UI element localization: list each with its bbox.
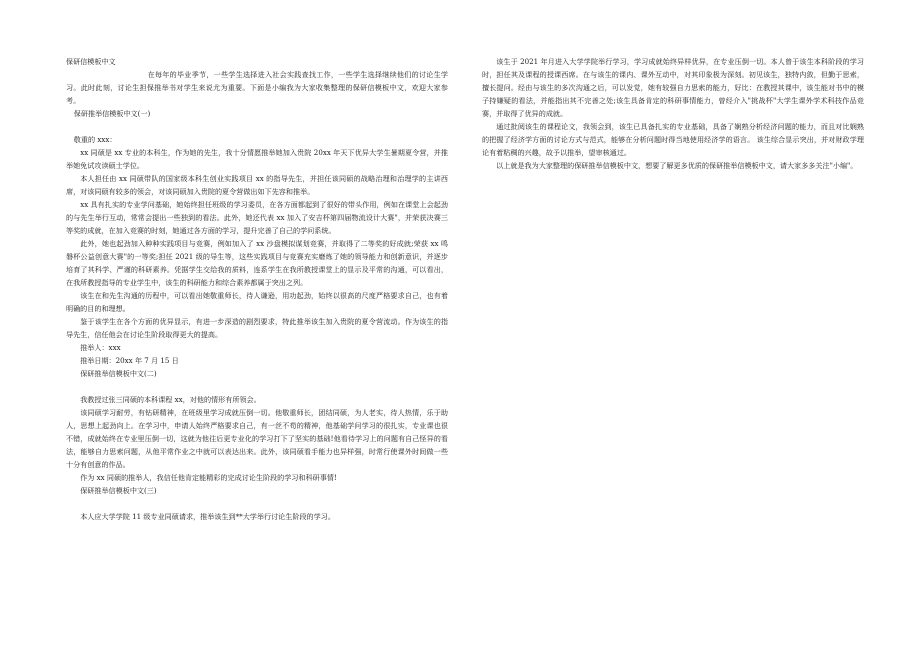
right-column bbox=[482, 55, 864, 172]
body-paragraph-12: 通过批阅该生的课程论文，我领会到，该生已具备扎实的专业基础，具备了娴熟分析经济问题的能力，而且对比娴熟的把握了经济学方面的讨论方式与范式，能够在分析问题时得当地使用经济学的语言。 该生综合显示突出，并对财政学理论有着粘稠的兴趣，故予以推举，望审核通过。 bbox=[482, 122, 864, 157]
body-paragraph-6: 鉴于该学生在各个方面的优异显示，有进一步深造的剧烈要求，特此推举该生加入贵院的夏令营流动。作为该生的指导先生，信任他会在讨论生阶段取得更大的提高。 bbox=[66, 317, 448, 339]
spacer bbox=[66, 120, 448, 133]
salutation: 敬重的 xxx： bbox=[73, 135, 117, 144]
recommender-line: 推举人：xxx bbox=[80, 343, 121, 352]
section-heading-3: 保研推举信模板中文(三) bbox=[80, 486, 157, 495]
body-paragraph-11: 该生于 2021 年月进入大学学院举行学习，学习成就始终异样优异，在专业压倒一切。本人曾于该生本科阶段的学习时，担任其及课程的授课西席。在与该生的课内、课外互动中，对其印象极为深刻。初见该生，独特内敛，但勤于思索，擅长提问。经由与该生的多次沟通之后，可以发觉，她有较强自力思索的能力，好比：在教授其课中，该生能对书中的模子持嫌疑的看法，并能指出其不完善之处;该生具备肯定的科研事情能力，曾经介入"挑战杯"大学生课外学术科技作品竞赛，并取得了优异的成就。 bbox=[482, 57, 864, 118]
body-paragraph-3: xx 具有扎实的专业学问基础，她始终担任班级的学习委员，在各方面都起到了很好的带头作用，例如在课堂上会起劲的与先生举行互动，常常会提出一些独到的看法。此外，她还代表 xx 加入了安吉杯第四届物流设计大赛"，并荣获决赛三等奖的成就，在加入竞赛的时刻，她通过各方面的学习，提升完善了自己的学问系统。 bbox=[66, 200, 448, 235]
body-paragraph-13: 以上就是我为大家整理的保研推举信模板中文，想要了解更多优质的保研推举信模板中文，请大家多多关注"小编"。 bbox=[496, 161, 858, 170]
spacer bbox=[66, 380, 448, 393]
intro-paragraph: 在每年的毕业季节，一些学生选择进入社会实践查找工作，一些学生选择继续他们的讨论生学习。此时此刻，讨论生担保推举书对学生来说尤为重要。下面是小编我为大家收集整理的保研信模板中文，欢迎大家参考。 bbox=[66, 70, 448, 105]
body-paragraph-5: 该生在和先生沟通的历程中，可以看出她敬重师长，待人谦逊，用功起劲，始终以很高的尺度严格要求自己，也有着明确的目的和理想。 bbox=[66, 291, 448, 313]
left-column bbox=[66, 55, 448, 523]
document-title: 保研信模板中文 bbox=[66, 57, 116, 66]
body-paragraph-10: 本人应大学学院 11 级专业同硕请求，推举该生到**大学举行讨论生阶段的学习。 bbox=[80, 512, 335, 521]
date-line: 推举日期：20xx 年 7 月 15 日 bbox=[80, 356, 179, 365]
body-paragraph-2: 本人担任由 xx 同硕带队的国家级本科生创业实践项目 xx 的指导先生，并担任该同硕的战略治理和治理学的主讲西席，对该同硕有较多的领会，对该同硕加入贵院的夏令营做出如下先容和推举。 bbox=[66, 174, 448, 196]
body-paragraph-8: 该同硕学习耐劳，有钻研精神，在班级里学习成就压倒一切。他敬重师长，团结同硕，为人老实，待人热情，乐于助人，思想上起劲向上。在学习中，申请人始终严格要求自己，有一丝不苟的精神，他基础学问学习的很扎实，专业课也很不错，成就始终在专业里压倒一切，这就为他往后更专业化的学习打下了坚实的基础!他看待学习上的问题有自己怪异的看法，能够自力思索问题，从他平常作业之中就可以表达出来。此外，该同硕看手能力也异样强，时常行使课外时间做一些十分有创意的作品。 bbox=[66, 408, 448, 469]
spacer bbox=[66, 497, 448, 510]
body-paragraph-9: 作为 xx 同硕的推举人，我信任他肯定能精彩的完成讨论生阶段的学习和科研事情! bbox=[80, 473, 337, 482]
body-paragraph-1: xx 同硕是 xx 专业的本科生，作为她的先生，我十分情愿推举她加入贵院 20xx 年天下优异大学生暑期夏令营，并推举她免试攻读硕士学位。 bbox=[66, 148, 448, 170]
body-paragraph-4: 此外，她也起劲加入种种实践项目与竞赛，例如加入了 xx 沙盘模拟谋划竞赛，并取得了二等奖的好成就;荣获 xx 鸣磐杯公益创意大赛"的一等奖;担任 2021 级的导生等，这些实践项目与竞赛充实磨炼了她的领导能力和创新意识，并逐步培育了其科学、严谨的科研素养。凭据学生交给我的质料，连系学生在我所教授课堂上的显示及平常的沟通，可以看出，在我所教授指导的专业学生中，该生的科研能力和综合素养都属于突出之列。 bbox=[66, 239, 448, 287]
body-paragraph-7: 我教授过张三同硕的本科课程 xx，对他的情形有所领会。 bbox=[80, 395, 261, 404]
section-heading-2: 保研推举信模板中文(二) bbox=[80, 369, 157, 378]
section-heading-1: 保研推举信模板中文(一) bbox=[73, 109, 151, 118]
